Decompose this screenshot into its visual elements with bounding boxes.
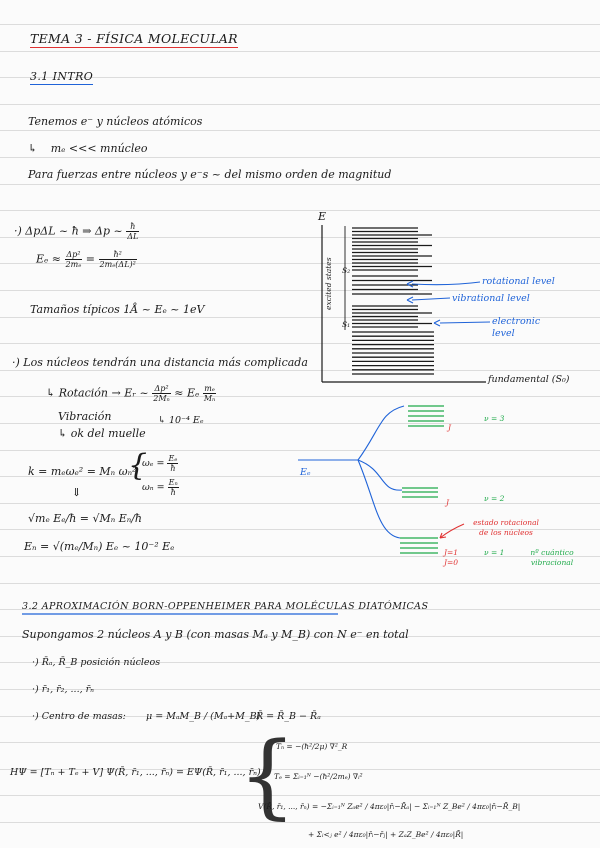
- tree-branch-mid: [358, 460, 402, 490]
- potential-eq-cont: + Σᵢ<ⱼ e² / 4πε₀|r̄ᵢ−r̄ⱼ| + ZₐZ_Be² / 4πε₀|R̄|: [308, 830, 464, 839]
- rotation-text: ↳ Rotación → Eᵣ ~: [46, 386, 149, 400]
- implies-arrow: ⇓: [72, 486, 82, 499]
- title-text: TEMA 3 - FÍSICA MOLECULAR: [30, 31, 238, 46]
- typical-sizes: Tamaños típicos 1Å ~ Eₑ ~ 1eV: [30, 303, 205, 316]
- rotational-level-label: rotational level: [482, 276, 555, 287]
- arrow-electronic: [440, 322, 490, 323]
- energy-f2-den: 2mₑ(ΔL)²: [99, 260, 136, 269]
- s2-label: S₂: [342, 266, 351, 275]
- hook-arrow: ↳: [158, 415, 169, 426]
- black-level-lines: [352, 228, 434, 374]
- te-eq: Tₑ = Σᵢ₌₁ᴺ −(ħ²/2mₑ) ∇̄ᵢ²: [274, 772, 363, 781]
- j-one-label: J=1: [444, 548, 459, 557]
- intro-line-1: Tenemos e⁻ y núcleos atómicos: [28, 115, 203, 128]
- reduced-mass: μ = MₐM_B / (Mₐ+M_B): [146, 711, 261, 722]
- tree-branch-bottom: [358, 460, 400, 538]
- fundamental-label: fundamental (S₀): [488, 374, 570, 385]
- rotation-order-value: 10⁻⁴ Eₑ: [168, 415, 204, 426]
- relative-vector: R̄ = R̄_B − R̄ₐ: [256, 711, 321, 722]
- energy-f1-num: Δp²: [66, 250, 81, 259]
- vibrational-energy-eq: Eₙ = √(mₑ/Mₙ) Eₑ ~ 10⁻² Eₑ: [24, 540, 175, 553]
- rot-f2-den: Mₙ: [203, 394, 216, 403]
- rot-f2-num: mₑ: [204, 384, 215, 393]
- omega-n-den: ħ: [170, 488, 176, 497]
- arrowhead-electronic: [434, 320, 440, 326]
- excited-states-label: excited states: [324, 257, 333, 310]
- spring-label: ↳ ok del muelle: [58, 427, 146, 440]
- hamiltonian-brace: {: [238, 722, 297, 829]
- hamiltonian-eq: HΨ = [Tₙ + Tₑ + V] Ψ(R̄, r̄₁, ..., r̄ₙ) = EΨ(R̄, r̄₁, ..., r̄ₙ): [10, 767, 261, 778]
- v3-label: ν = 3: [484, 414, 505, 423]
- omega-e-den: ħ: [170, 464, 176, 473]
- arrow-symbol: ↳: [28, 142, 38, 155]
- quantum-number-note: nº cuántico vibracional: [530, 548, 574, 567]
- arrow-rotational: [412, 282, 480, 285]
- nuclei-line: ·) Los núcleos tendrán una distancia más complicada: [12, 356, 308, 369]
- vibrational-level-label: vibrational level: [452, 293, 530, 304]
- arrow-vibrational: [412, 298, 450, 300]
- energy-lhs: Eₑ ≈: [36, 252, 62, 266]
- omega-n-num: Eₙ: [168, 478, 178, 487]
- rotational-state-note: estado rotacional de los núcleos: [473, 518, 539, 537]
- omega-e-num: Eₑ: [168, 454, 178, 463]
- j-zero-label: J=0: [444, 558, 459, 567]
- rot-f1-num: Δp²: [152, 384, 171, 394]
- intro-line-3: Para fuerzas entre núcleos y e⁻s ~ del mismo orden de magnitud: [28, 168, 392, 181]
- section-heading-born-oppenheimer: 3.2 APROXIMACIÓN BORN-OPPENHEIMER PARA MOLÉCULAS DIATÓMICAS: [22, 601, 429, 612]
- vibration-label: Vibración: [58, 410, 112, 423]
- s1-label: S₁: [342, 320, 351, 329]
- mass-relation: mₑ <<< mnúcleo: [50, 142, 148, 155]
- item-nuclei-positions: ·) R̄ₐ, R̄_B posición núcleos: [32, 657, 161, 668]
- energy-f1-den: 2mₑ: [65, 260, 82, 269]
- sqrt-equation: √mₑ Eₑ/ħ = √Mₙ Eₙ/ħ: [28, 512, 142, 525]
- green-level-lines: [400, 406, 444, 553]
- uncertainty-prefix: ·) ΔpΔL ~ ħ ⇒ Δp ~: [14, 224, 123, 238]
- uncertainty-den: ΔL: [127, 232, 139, 241]
- item-electron-positions: ·) r̄₁, r̄₂, ..., r̄ₙ: [32, 684, 95, 695]
- energy-axis-label: E: [318, 210, 327, 223]
- omega-n-label: ωₙ =: [142, 482, 165, 493]
- potential-eq: V(R̄, r̄₁, ..., r̄ₙ) = −Σᵢ₌₁ᴺ Zₐe² / 4πε₀|r̄ᵢ−R̄ₐ| − Σᵢ₌₁ᴺ Z_Be² / 4πε₀|r̄ᵢ−R̄_B|: [258, 802, 521, 811]
- v2-label: ν = 2: [484, 494, 505, 503]
- rotation-eq: ≈ Eₑ: [174, 386, 200, 400]
- j-mid-label: J: [446, 498, 450, 507]
- electronic-level-label: electronic level: [492, 316, 541, 339]
- intro-heading-text: 3.1 INTRO: [30, 70, 94, 83]
- v1-label: ν = 1: [484, 548, 505, 557]
- spring-constant-eq: k = mₑωₑ² = Mₙ ωₙ²: [28, 465, 137, 478]
- tn-eq: Tₙ = −(ħ²/2μ) ∇̄²_R: [276, 742, 348, 751]
- suppose-line: Supongamos 2 núcleos A y B (con masas Mₐ y M_B) con N e⁻ en total: [22, 628, 409, 641]
- omega-e-label: ωₑ =: [142, 458, 165, 469]
- tree-branch-top: [358, 406, 404, 460]
- item-center-of-mass: ·) Centro de masas:: [32, 711, 126, 722]
- energy-equals: =: [85, 252, 96, 266]
- uncertainty-num: ħ: [126, 222, 139, 232]
- rot-f1-den: 2Mₙ: [153, 394, 170, 403]
- red-note-arrow: [440, 524, 464, 538]
- j-top-label: J: [448, 423, 452, 432]
- energy-f2-num: ħ²: [99, 250, 137, 260]
- brace: {: [128, 448, 148, 483]
- ee-label: Eₑ: [300, 467, 311, 478]
